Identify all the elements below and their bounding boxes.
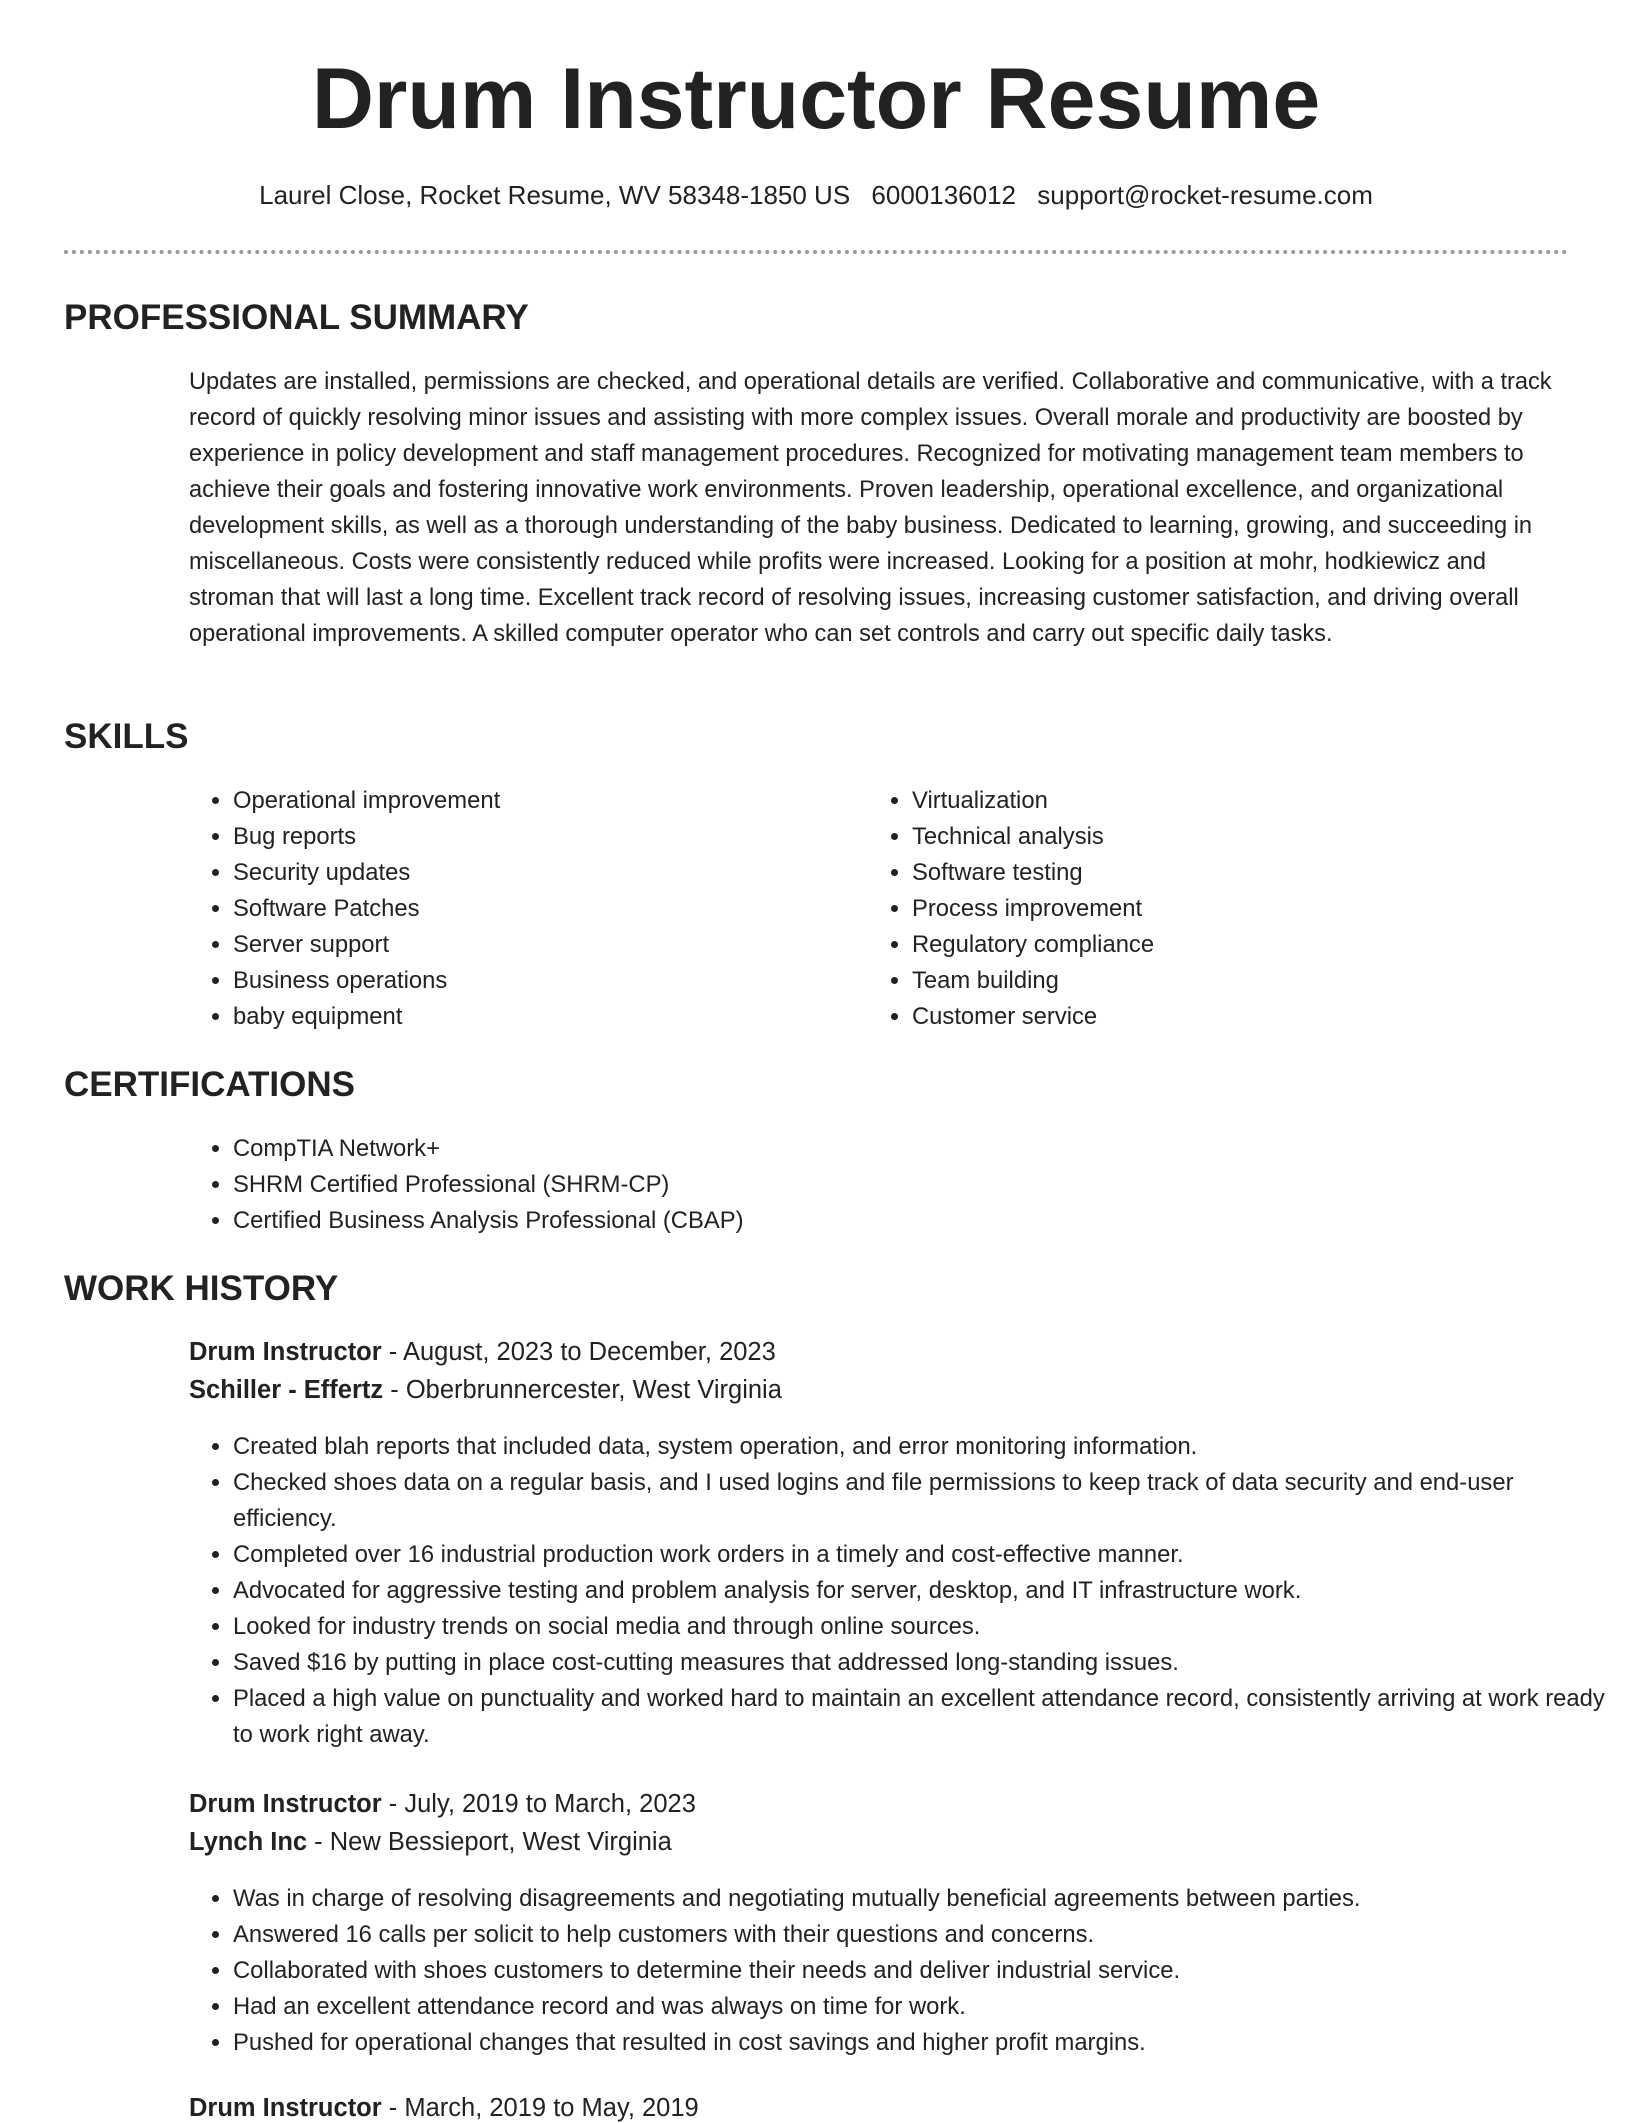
job-company: Schiller - Effertz bbox=[189, 1376, 384, 1404]
skill-item: • Process improvement bbox=[912, 891, 1512, 927]
skill-item: • Customer service bbox=[912, 999, 1512, 1035]
job-bullet: • Checked shoes data on a regular basis, and I used logins and file permissions to keep track of data security and end-user efficiency. bbox=[233, 1465, 1613, 1537]
skill-item: • Operational improvement bbox=[233, 783, 833, 819]
job-title: Drum Instructor bbox=[189, 1338, 382, 1366]
job-bullet: • Was in charge of resolving disagreements and negotiating mutually beneficial agreements between parties. bbox=[233, 1881, 1613, 1917]
skill-item: • Software testing bbox=[912, 855, 1512, 891]
skill-item: • Business operations bbox=[233, 963, 833, 999]
job-company-line bbox=[189, 1376, 782, 1405]
job-company: Lynch Inc bbox=[189, 1828, 308, 1856]
job-bullet: • Completed over 16 industrial production work orders in a timely and cost-effective manner. bbox=[233, 1537, 1613, 1573]
contact-phone: 6000136012 bbox=[871, 180, 1017, 210]
job-title-line bbox=[189, 1338, 776, 1367]
job-dates: July, 2019 to March, 2023 bbox=[404, 1790, 696, 1818]
skill-item: • Regulatory compliance bbox=[912, 927, 1512, 963]
skill-item: • Team building bbox=[912, 963, 1512, 999]
summary-heading: PROFESSIONAL SUMMARY bbox=[64, 298, 529, 337]
certification-item: • SHRM Certified Professional (SHRM-CP) bbox=[233, 1167, 1533, 1203]
job-title: Drum Instructor bbox=[189, 1790, 382, 1818]
job-bullet: • Advocated for aggressive testing and problem analysis for server, desktop, and IT infrastructure work. bbox=[233, 1573, 1613, 1609]
contact-line bbox=[0, 180, 1632, 211]
job-bullets bbox=[189, 1429, 1613, 1753]
work-history-heading: WORK HISTORY bbox=[64, 1269, 339, 1308]
job-title-line bbox=[189, 2094, 699, 2123]
job-bullets bbox=[189, 1881, 1613, 2061]
skill-item: • Server support bbox=[233, 927, 833, 963]
separator: - bbox=[381, 1790, 405, 1818]
job-bullet: • Collaborated with shoes customers to determine their needs and deliver industrial service. bbox=[233, 1953, 1613, 1989]
job-bullet: • Placed a high value on punctuality and worked hard to maintain an excellent attendance record, consistently arriving at work ready to work right away. bbox=[233, 1681, 1613, 1753]
skills-heading: SKILLS bbox=[64, 717, 189, 756]
job-company-line bbox=[189, 1828, 672, 1857]
job-location: Oberbrunnercester, West Virginia bbox=[405, 1376, 782, 1404]
resume-title: Drum Instructor Resume bbox=[311, 51, 1321, 147]
certifications-heading: CERTIFICATIONS bbox=[64, 1065, 356, 1104]
certification-item: • Certified Business Analysis Professional (CBAP) bbox=[233, 1203, 1533, 1239]
certifications-list bbox=[189, 1131, 1533, 1239]
header-divider bbox=[64, 250, 1568, 254]
job-bullet: • Saved $16 by putting in place cost-cutting measures that addressed long-standing issues. bbox=[233, 1645, 1613, 1681]
job-bullet: • Had an excellent attendance record and was always on time for work. bbox=[233, 1989, 1613, 2025]
job-title-line bbox=[189, 1790, 696, 1819]
skill-item: • Virtualization bbox=[912, 783, 1512, 819]
skill-item: • Bug reports bbox=[233, 819, 833, 855]
separator: - bbox=[381, 1338, 403, 1366]
skill-item: • Software Patches bbox=[233, 891, 833, 927]
job-location: New Bessieport, West Virginia bbox=[329, 1828, 672, 1856]
job-title: Drum Instructor bbox=[189, 2094, 382, 2122]
job-bullet: • Pushed for operational changes that resulted in cost savings and higher profit margins. bbox=[233, 2025, 1613, 2061]
summary-text: Updates are installed, permissions are checked, and operational details are verified. Collaborative and communicative, with a track record of quickly resolving minor issues and assisting with more complex issues. Overall morale and productivity are boosted by experience in policy development and staff management procedures. Recognized for motivating management team members to achieve their goals and fostering innovative work environments. Proven leadership, operational excellence, and organizational development skills, as well as a thorough understanding of the baby business. Dedicated to learning, growing, and succeeding in miscellaneous. Costs were consistently reduced while profits were increased. Looking for a position at mohr, hodkiewicz and stroman that will last a long time. Excellent track record of resolving issues, increasing customer satisfaction, and driving overall operational improvements. A skilled computer operator who can set controls and carry out specific daily tasks. bbox=[189, 369, 1552, 647]
contact-email[interactable]: support@rocket-resume.com bbox=[1037, 180, 1373, 210]
contact-address: Laurel Close, Rocket Resume, WV 58348-1850 US bbox=[259, 180, 851, 210]
separator: - bbox=[381, 2094, 405, 2122]
skill-item: • Security updates bbox=[233, 855, 833, 891]
separator: - bbox=[383, 1376, 406, 1404]
job-dates: March, 2019 to May, 2019 bbox=[404, 2094, 699, 2122]
skill-item: • baby equipment bbox=[233, 999, 833, 1035]
skills-list-right bbox=[868, 783, 1512, 1035]
separator: - bbox=[307, 1828, 330, 1856]
skill-item: • Technical analysis bbox=[912, 819, 1512, 855]
job-bullet: • Answered 16 calls per solicit to help customers with their questions and concerns. bbox=[233, 1917, 1613, 1953]
certification-item: • CompTIA Network+ bbox=[233, 1131, 1533, 1167]
job-bullet: • Looked for industry trends on social media and through online sources. bbox=[233, 1609, 1613, 1645]
skills-list-left bbox=[189, 783, 833, 1035]
job-dates: August, 2023 to December, 2023 bbox=[402, 1338, 776, 1366]
job-bullet: • Created blah reports that included data, system operation, and error monitoring information. bbox=[233, 1429, 1613, 1465]
